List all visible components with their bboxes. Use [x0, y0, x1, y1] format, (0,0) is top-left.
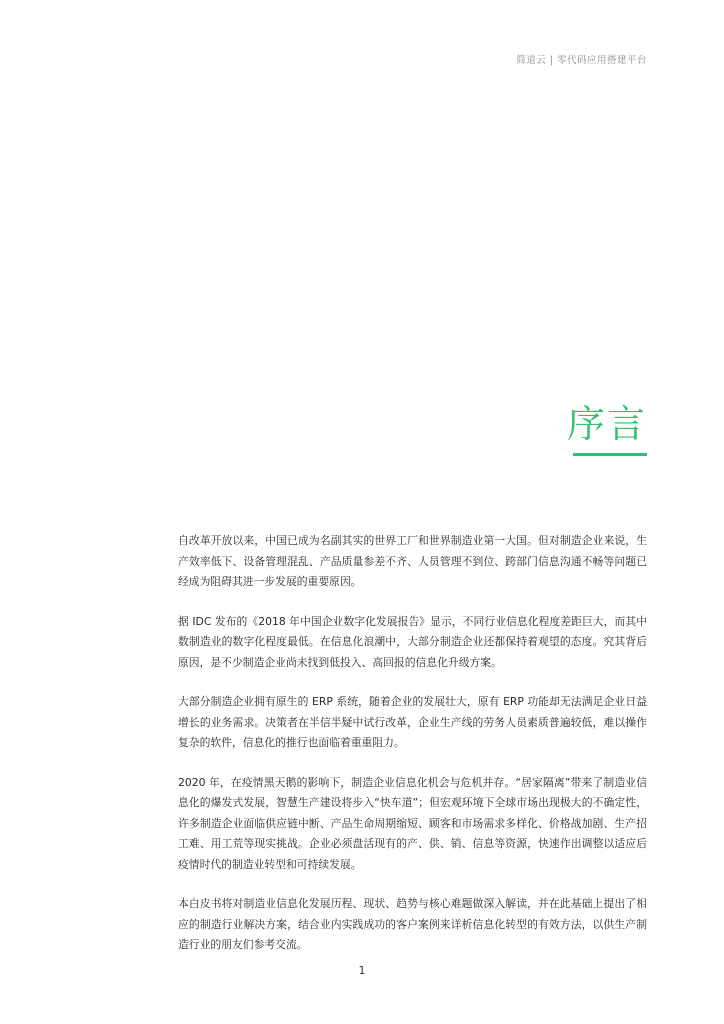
paragraph-3: 大部分制造企业拥有原生的 ERP 系统，随着企业的发展壮大，原有 ERP 功能却无法满足企业日益增长的业务需求。决策者在半信半疑中试行改革，企业生产线的劳务人员素质普遍较低，难以操作复杂的软件，信息化的推行也面临着重重阻力。: [178, 695, 647, 749]
paragraph-1: 自改革开放以来，中国已成为名副其实的世界工厂和世界制造业第一大国。但对制造企业来说，生产效率低下、设备管理混乱、产品质量参差不齐、人员管理不到位、跨部门信息沟通不畅等问题已经成为阻碍其进一步发展的重要原因。: [178, 534, 647, 588]
body-text: [178, 531, 647, 975]
paragraph-5: 本白皮书将对制造业信息化发展历程、现状、趋势与核心难题做深入解读，并在此基础上提出了相应的制造行业解决方案，结合业内实践成功的客户案例来详析信息化转型的有效方法，以供生产制造行业的朋友们参考交流。: [178, 897, 647, 951]
title-underline: [573, 453, 647, 456]
paragraph-2: 据 IDC 发布的《2018 年中国企业数字化发展报告》显示，不同行业信息化程度差距巨大，而其中数制造业的数字化程度最低。在信息化浪潮中，大部分制造企业还都保持着观望的态度。究其背后原因，是不少制造企业尚未找到低投入、高回报的信息化升级方案。: [178, 614, 647, 669]
header-brand: 简道云 | 零代码应用搭建平台: [516, 55, 647, 66]
section-title: 序言: [566, 402, 647, 446]
page-number: 1: [358, 964, 366, 977]
paragraph-4: 2020 年，在疫情黑天鹅的影响下，制造企业信息化机会与危机并存。“居家隔离”带来了制造业信息化的爆发式发展，智慧生产建设将步入“快车道”；但宏观环境下全球市场出现极大的不确定性，许多制造企业面临供应链中断、产品生命周期缩短、顾客和市场需求多样化、价格战加剧、生产招工难、用工荒等现实挑战。企业必须盘活现有的产、供、销、信息等资源，快速作出调整以适应后疫情时代的制造业转型和可持续发展。: [178, 775, 647, 871]
